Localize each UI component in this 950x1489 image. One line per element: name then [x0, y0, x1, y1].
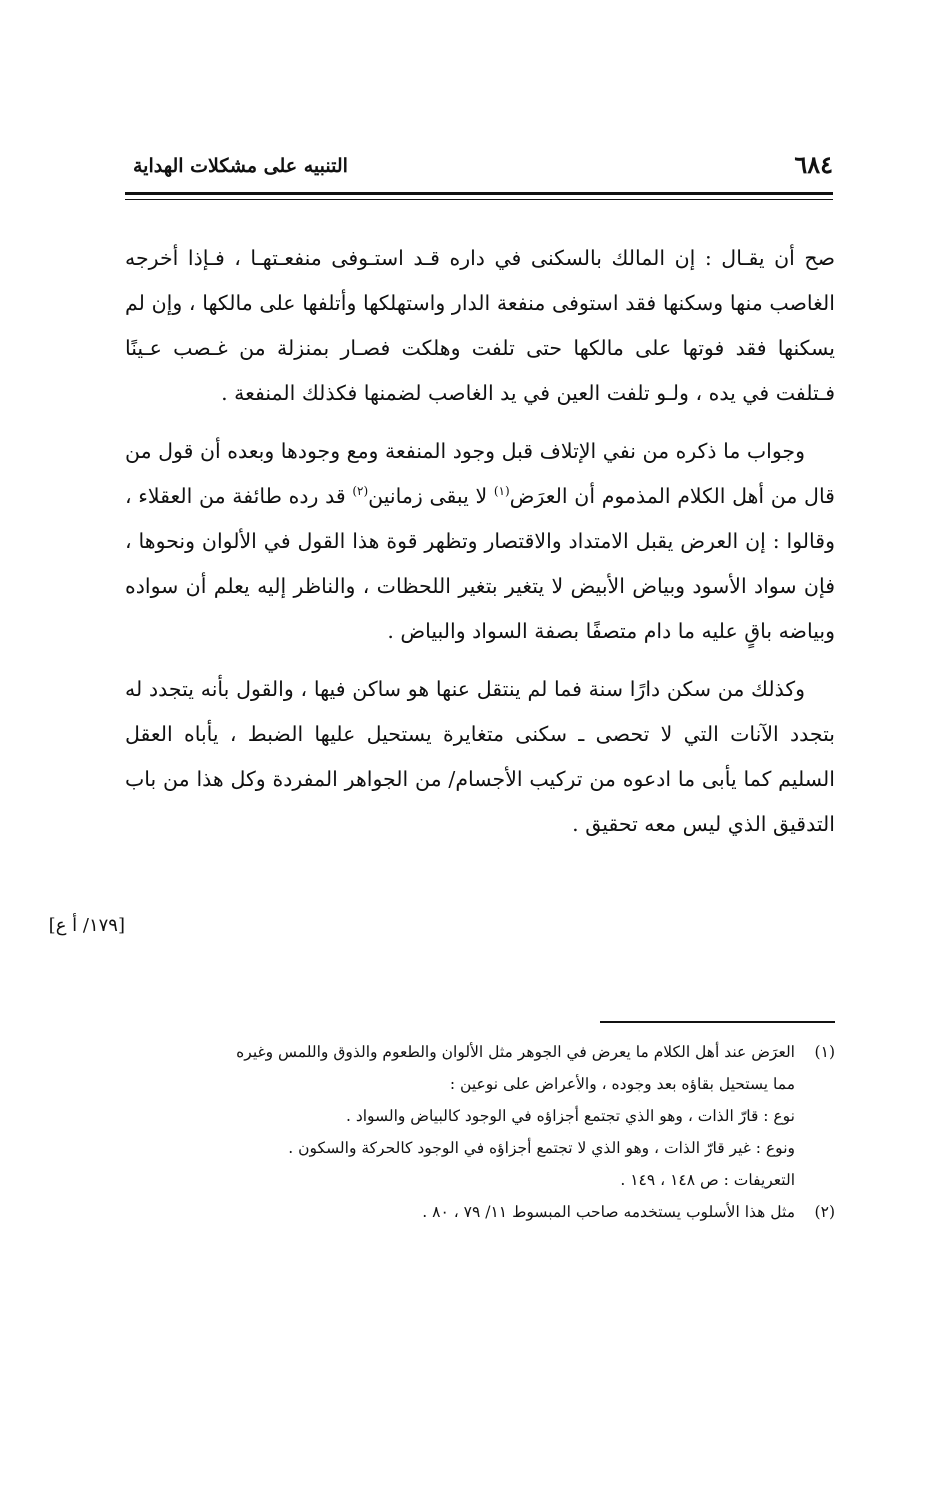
footnote-line: مثل هذا الأسلوب يستخدمه صاحب المبسوط ١١/ ٧٩ ، ٨٠ .: [422, 1203, 795, 1221]
footnote-number: (٢): [814, 1203, 835, 1221]
paragraph-3: وكذلك من سكن دارًا سنة فما لم ينتقل عنها هو ساكن فيها ، والقول بأنه يتجدد له بتجدد الآنات التي لا تحصى ـ سكنى متغايرة يستحيل عليها الضبط ، يأباه العقل السليم كما يأبى ما ادعوه من تركيب الأجسام/ من الجواهر المفردة وكل هذا من باب التدقيق الذي ليس معه تحقيق .: [125, 677, 835, 836]
footnote-ref-2[interactable]: (٢): [352, 484, 369, 498]
footnote-line: التعريفات : ص ١٤٨ ، ١٤٩ .: [620, 1171, 795, 1189]
footnote-line: ونوع : غير قارّ الذات ، وهو الذي لا تجتمع أجزاؤه في الوجود كالحركة والسكون .: [288, 1139, 795, 1157]
paragraph-2-part-a: وجواب ما ذكره من نفي الإتلاف قبل وجود المنفعة ومع وجودها وبعده أن قول من قال من أهل الكلام المذموم أن العرَض: [125, 439, 835, 508]
footnote-separator: [600, 1021, 835, 1023]
footnote-number: (١): [814, 1043, 835, 1061]
page-number: ٦٨٤: [794, 150, 833, 179]
paragraph-2-part-b: لا يبقى زمانين: [368, 484, 494, 508]
footnote-line: مما يستحيل بقاؤه بعد وجوده ، والأعراض على نوعين :: [449, 1075, 795, 1093]
footnotes: [125, 1036, 835, 1228]
footnote-1: [125, 1036, 835, 1196]
header-rule-thin: [125, 199, 833, 200]
margin-manuscript-reference: [١٧٩/ أ ع]: [48, 915, 125, 936]
header-rule-thick: [125, 192, 833, 195]
paragraph-1: صح أن يقـال : إن المالك بالسكنى في داره قـد استـوفى منفعـتهـا ، فـإذا أخرجه الغاصب منها وسكنها فقد استوفى منفعة الدار واستهلكها وأتلفها على مالكها ، وإن لم يسكنها فقد فوتها على مالكها حتى تلفت وهلكت فصـار بمنزلة من غـصب عـينًا فـتلفت في يده ، ولـو تلفت العين في يد الغاصب لضمنها فكذلك المنفعة .: [125, 246, 835, 405]
footnote-2: [125, 1196, 835, 1228]
paragraph-2: [125, 429, 835, 654]
main-text: [125, 236, 835, 860]
footnote-line: العرَض عند أهل الكلام ما يعرض في الجوهر مثل الألوان والطعوم والذوق واللمس وغيره: [236, 1043, 795, 1061]
running-header: [125, 150, 833, 186]
paragraph-2-part-c: قد رده طائفة من العقلاء ، وقالوا : إن العرض يقبل الامتداد والاقتصار وتظهر قوة هذا القول في الألوان ونحوها ، فإن سواد الأسود وبياض الأبيض لا يتغير بتغير اللحظات ، والناظر إليه يعلم أن سواده وبياضه باقٍ عليه ما دام متصفًا بصفة السواد والبياض .: [125, 484, 835, 643]
book-title: التنبيه على مشكلات الهداية: [133, 155, 348, 177]
footnote-line: نوع : قارّ الذات ، وهو الذي تجتمع أجزاؤه في الوجود كالبياض والسواد .: [345, 1107, 795, 1125]
footnote-ref-1[interactable]: (١): [493, 484, 510, 498]
